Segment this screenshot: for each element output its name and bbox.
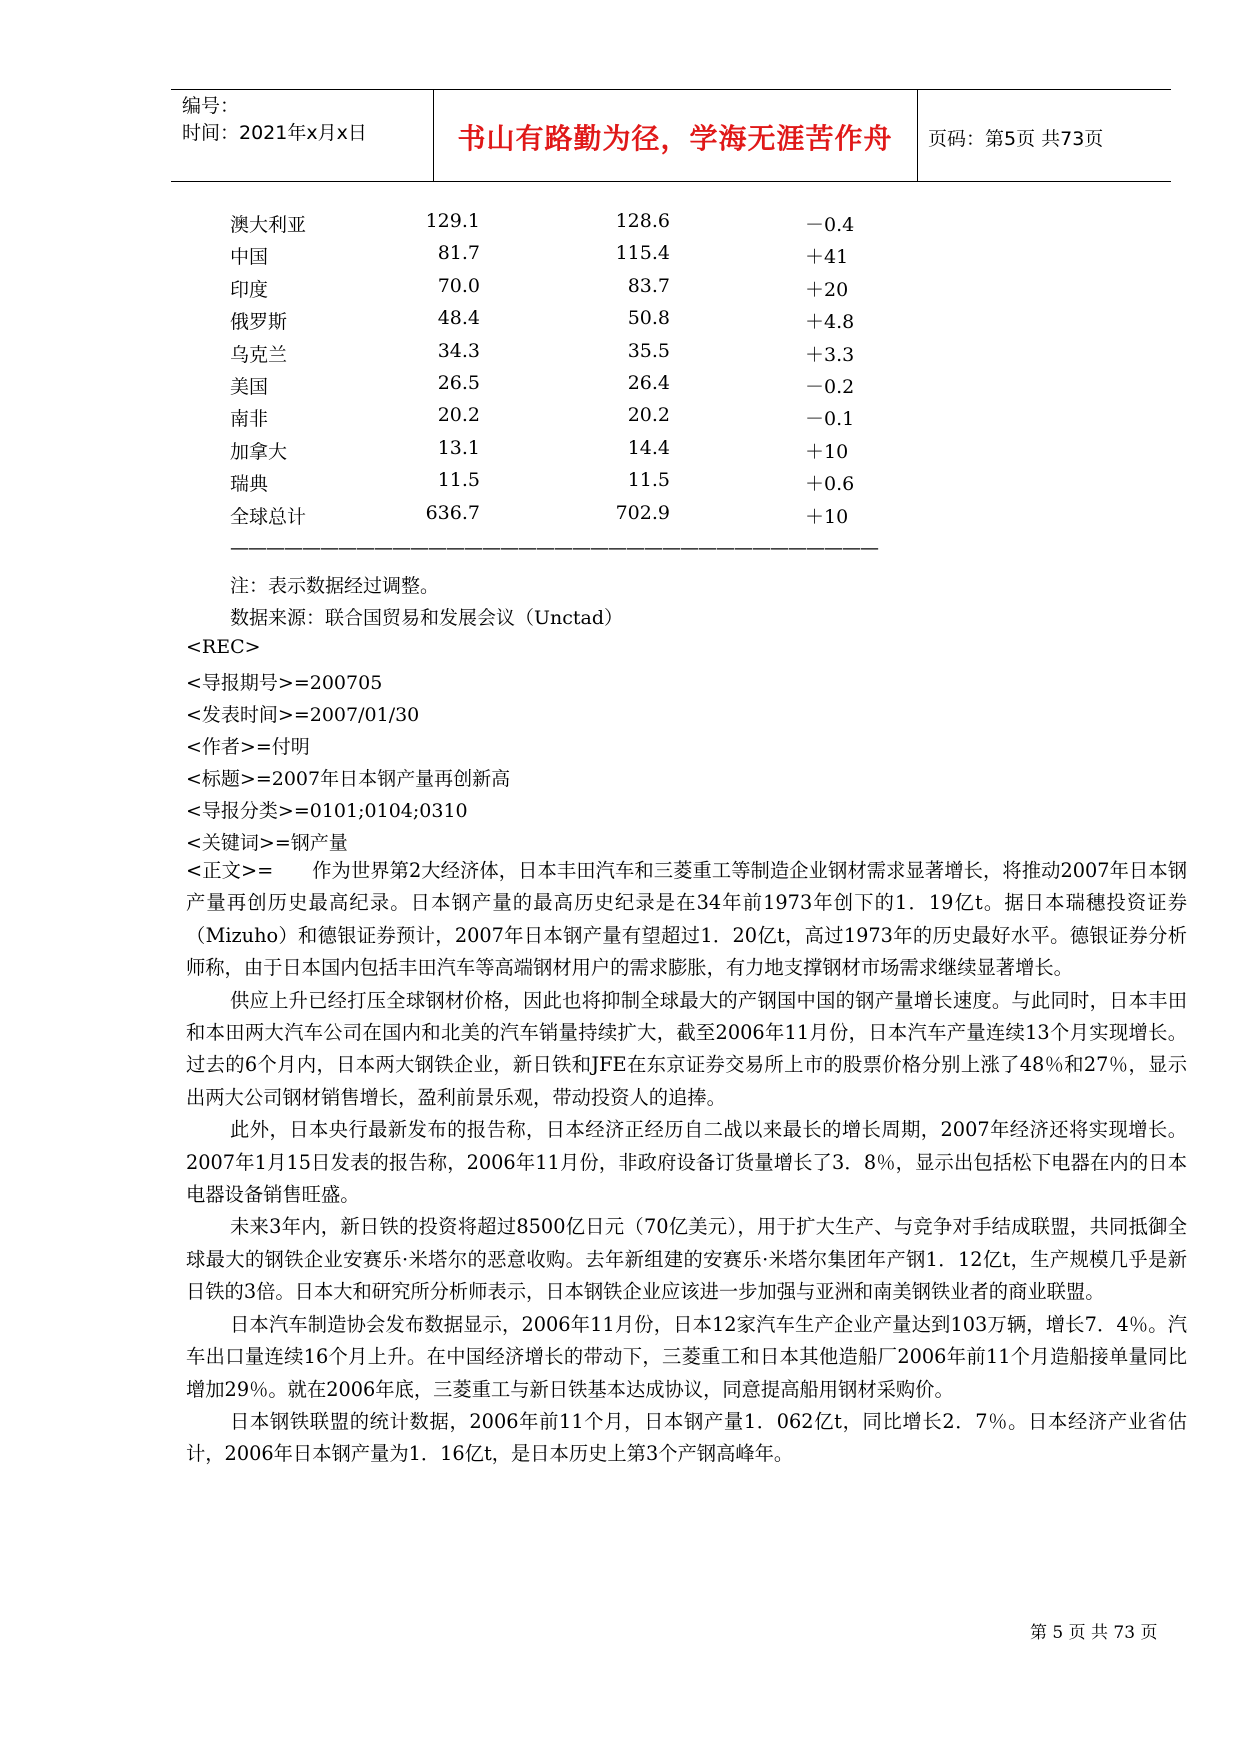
paragraph: 此外，日本央行最新发布的报告称，日本经济正经历自二战以来最长的增长周期，2007年经济还将实现增长。2007年1月15日发表的报告称，2006年11月份，非政府设备订货量增长了3．8％，显示出包括松下电器在内的日本电器设备销售旺盛。 xyxy=(186,1118,1187,1207)
paragraph: 未来3年内，新日铁的投资将超过8500亿日元（70亿美元），用于扩大生产、与竞争对手结成联盟，共同抵御全球最大的钢铁企业安赛乐·米塔尔的恶意收购。去年新组建的安赛乐·米塔尔集团年产钢1．12亿t，生产规模几乎是新日铁的3倍。日本大和研究所分析师表示，日本钢铁企业应该进一步加强与亚洲和南美钢铁业者的商业联盟。 xyxy=(186,1215,1187,1304)
header-divider xyxy=(433,90,434,181)
change-cell: ＋10 xyxy=(805,505,849,528)
value-cell: 26.4 xyxy=(627,371,670,394)
change-cell: ＋3.3 xyxy=(805,343,855,366)
value-cell: 702.9 xyxy=(615,501,670,524)
change-cell: ＋10 xyxy=(805,440,849,463)
header-divider xyxy=(917,90,918,181)
document-number: 编号： xyxy=(182,95,240,117)
header-page-number: 页码：第5页 共73页 xyxy=(928,128,1104,150)
header-motto: 书山有路勤为径，学海无涯苦作舟 xyxy=(457,122,893,155)
change-cell: ＋0.6 xyxy=(805,473,855,496)
change-cell: －0.4 xyxy=(805,214,855,236)
value-cell: 83.7 xyxy=(627,274,670,297)
change-cell: ＋20 xyxy=(805,278,849,301)
country-cell: 全球总计 xyxy=(230,505,307,528)
table-note: 注：表示数据经过调整。 xyxy=(230,575,440,597)
paragraph: 日本钢铁联盟的统计数据，2006年前11个月，日本钢产量1．062亿t，同比增长2．7％。日本经济产业省估计，2006年日本钢产量为1．16亿t，是日本历史上第3个产钢高峰年。 xyxy=(186,1409,1187,1466)
value-cell: 11.5 xyxy=(627,469,670,492)
table-bottom-rule: ———————————————————————————————————— xyxy=(230,537,878,559)
country-cell: 加拿大 xyxy=(230,440,288,463)
value-cell: 115.4 xyxy=(615,242,670,265)
country-cell: 印度 xyxy=(230,278,269,301)
country-cell: 瑞典 xyxy=(230,473,269,496)
change-cell: ＋4.8 xyxy=(805,311,855,334)
value-cell: 48.4 xyxy=(437,307,480,330)
change-cell: ＋41 xyxy=(805,246,849,269)
country-cell: 乌克兰 xyxy=(230,343,288,366)
table-source: 数据来源：联合国贸易和发展会议（Unctad） xyxy=(230,607,624,629)
meta-keywords: <关键词>=钢产量 xyxy=(186,832,348,854)
value-cell: 13.1 xyxy=(437,436,480,459)
header-info xyxy=(182,93,367,147)
article-body xyxy=(186,855,1187,1471)
country-cell: 美国 xyxy=(230,375,269,398)
country-cell: 俄罗斯 xyxy=(230,311,288,334)
value-cell: 50.8 xyxy=(627,307,670,330)
value-cell: 35.5 xyxy=(627,339,670,362)
header-bottom-rule xyxy=(171,181,1171,182)
country-cell: 南非 xyxy=(230,408,269,431)
country-cell: 中国 xyxy=(230,246,269,269)
country-cell: 澳大利亚 xyxy=(230,214,307,236)
paragraph: 日本汽车制造协会发布数据显示，2006年11月份，日本12家汽车生产企业产量达到103万辆，增长7．4％。汽车出口量连续16个月上升。在中国经济增长的带动下，三菱重工和日本其他造船厂2006年前11个月造船接单量同比增加29％。就在2006年底，三菱重工与新日铁基本达成协议，同意提高船用钢材采购价。 xyxy=(186,1312,1187,1401)
value-cell: 70.0 xyxy=(437,274,480,297)
value-cell: 20.2 xyxy=(627,404,670,427)
document-date: 时间：2021年x月x日 xyxy=(182,122,367,144)
change-cell: －0.2 xyxy=(805,375,855,398)
meta-issue: <导报期号>=200705 xyxy=(186,672,383,694)
meta-title: <标题>=2007年日本钢产量再创新高 xyxy=(186,768,511,790)
meta-date: <发表时间>=2007/01/30 xyxy=(186,704,420,726)
meta-author: <作者>=付明 xyxy=(186,736,310,758)
value-cell: 20.2 xyxy=(437,404,480,427)
value-cell: 11.5 xyxy=(437,469,480,492)
value-cell: 636.7 xyxy=(425,501,480,524)
value-cell: 26.5 xyxy=(437,371,480,394)
change-cell: －0.1 xyxy=(805,408,855,431)
value-cell: 128.6 xyxy=(615,210,670,232)
paragraph: <正文>= 作为世界第2大经济体，日本丰田汽车和三菱重工等制造企业钢材需求显著增长，将推动2007年日本钢产量再创历史最高纪录。日本钢产量的最高历史纪录是在34年前1973年创下的1．19亿t。据日本瑞穗投资证券（Mizuho）和德银证券预计，2007年日本钢产量有望超过1．20亿t，高过1973年的历史最好水平。德银证券分析师称，由于日本国内包括丰田汽车等高端钢材用户的需求膨胀，有力地支撑钢材市场需求继续显著增长。 xyxy=(186,859,1187,980)
value-cell: 129.1 xyxy=(425,210,480,232)
meta-rec: <REC> xyxy=(186,636,261,658)
value-cell: 14.4 xyxy=(627,436,670,459)
value-cell: 34.3 xyxy=(437,339,480,362)
paragraph: 供应上升已经打压全球钢材价格，因此也将抑制全球最大的产钢国中国的钢产量增长速度。与此同时，日本丰田和本田两大汽车公司在国内和北美的汽车销量持续扩大，截至2006年11月份，日本汽车产量连续13个月实现增长。过去的6个月内，日本两大钢铁企业，新日铁和JFE在东京证券交易所上市的股票价格分别上涨了48％和27％，显示出两大公司钢材销售增长，盈利前景乐观，带动投资人的追捧。 xyxy=(186,988,1187,1109)
meta-category: <导报分类>=0101;0104;0310 xyxy=(186,800,468,822)
value-cell: 81.7 xyxy=(437,242,480,265)
header-top-rule xyxy=(171,89,1171,90)
footer-page-number: 第 5 页 共 73 页 xyxy=(1030,1623,1158,1643)
